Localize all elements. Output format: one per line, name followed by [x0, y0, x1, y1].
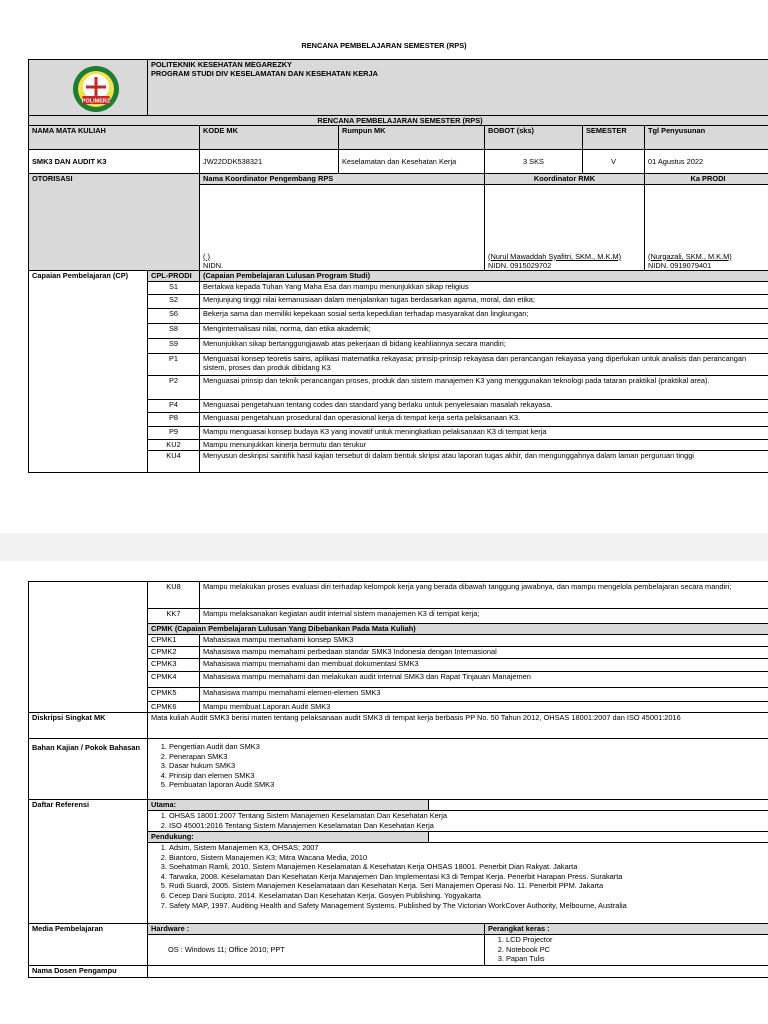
cpmk-code: CPMK4 — [148, 672, 200, 688]
cpmk-code: CPMK6 — [148, 702, 200, 713]
list-item: 6. Cecep Dani Sucipto. 2014. Keselamatan Dan Kesehatan Kerja. Gosyen Publishing. Yogyakarta — [169, 891, 768, 901]
program-name: PROGRAM STUDI DIV KESELAMATAN DAN KESEHATAN KERJA — [151, 69, 378, 79]
list-item: 3. Soehatman Ramli, 2010. Sistem Manajemen Keselamatan & Kesehatan Kerja OHSAS 18001. Penerbit Dian Rakyat. Jakarta — [169, 862, 768, 872]
signature-rmk — [485, 185, 645, 271]
deskripsi-text: Mata kuliah Audit SMK3 berisi materi tentang pelaksanaan audit SMK3 di tempat kerja berbasis PP No. 50 Tahun 2012, OHSAS 18001:2007 dan ISO 45001:2016 — [148, 713, 768, 739]
ref-pendukung-list — [151, 843, 768, 910]
label-semester: SEMESTER — [583, 126, 645, 150]
value-bobot: 3 SKS — [485, 150, 583, 174]
list-item: 2. Notebook PC — [506, 945, 768, 955]
ref-utama-cell — [148, 811, 768, 832]
cpl-code: S1 — [148, 281, 200, 294]
label-koordinator-pengembang: Nama Koordinator Pengembang RPS — [200, 174, 485, 185]
dosen-value — [148, 966, 768, 978]
rps-detail-table — [28, 581, 768, 978]
cpl-code: KU2 — [148, 439, 200, 450]
cpmk-text: Mahasiswa mampu memahami elemen-elemen SMK3 — [200, 688, 768, 702]
label-rumpun-mk: Rumpun MK — [339, 126, 485, 150]
cpl-text: Bekerja sama dan memiliki kepekaan sosial serta kepedulian terhadap masyarakat dan lingkungan; — [200, 308, 768, 323]
label-tgl: Tgl Penyusunan — [645, 126, 768, 150]
list-item: 3. Papan Tulis — [506, 954, 768, 964]
list-item: 4. Tarwaka, 2008. Keselamatan Dan Kesehatan Kerja Manajemen Dan Implementasi K3 di Tempat Kerja. Penerbit Harapan Press. Surakarta — [169, 872, 768, 882]
label-nama-mk: NAMA MATA KULIAH — [29, 126, 200, 150]
cpmk-code: CPMK2 — [148, 647, 200, 659]
cpl-text: Menguasai pengetahuan tentang codes dan standard yang berlaku untuk penyelesaian masalah rekayasa. — [200, 399, 768, 412]
pengembang-name: ( ) — [203, 251, 210, 261]
signature-pengembang — [200, 185, 485, 271]
cpl-code: KU4 — [148, 450, 200, 472]
signature-kaprodi — [645, 185, 768, 271]
label-otorisasi: OTORISASI — [29, 174, 200, 271]
list-item: 1. OHSAS 18001:2007 Tentang Sistem Manajemen Keselamatan Dan Kesehatan Kerja — [169, 811, 768, 821]
cpmk-text: Mahasiswa mampu memahami dan membuat dokumentasi SMK3 — [200, 659, 768, 672]
ref-utama-list — [151, 811, 768, 830]
cpl-code: S6 — [148, 308, 200, 323]
bahan-kajian-list — [151, 742, 768, 790]
rps-header-table — [28, 59, 768, 473]
cpmk-text: Mahasiswa mampu memahami perbedaan standar SMK3 Indonesia dengan Internasional — [200, 647, 768, 659]
kaprodi-name: (Nurgazali, SKM., M.K.M) — [648, 251, 732, 261]
institution-logo-icon — [72, 65, 120, 113]
label-capaian-pembelajaran: Capaian Pembelajaran (CP) — [29, 271, 148, 472]
document-title: RENCANA PEMBELAJARAN SEMESTER (RPS) — [301, 41, 467, 50]
list-item: 3. Dasar hukum SMK3 — [169, 761, 768, 771]
cpmk-code: CPMK5 — [148, 688, 200, 702]
list-item: 5. Rudi Suardi, 2005. Sistem Manajemen Keselamataan dan Kesehatan Kerja. Seri Manajemen Operasi No. 11. Penerbit PPM. Jakarta — [169, 881, 768, 891]
cp-continuation-cell — [29, 582, 148, 713]
value-nama-mk: SMK3 DAN AUDIT K3 — [29, 150, 200, 174]
cpmk-header: CPMK (Capaian Pembelajaran Lulusan Yang Dibebankan Pada Mata Kuliah) — [148, 624, 768, 635]
cpmk-text: Mahasiswa mampu memahami konsep SMK3 — [200, 635, 768, 647]
value-kode-mk: JW22DDK538321 — [200, 150, 339, 174]
hardware-text: OS : Windows 11; Office 2010; PPT — [148, 935, 485, 966]
label-utama: Utama: — [148, 800, 429, 811]
label-koordinator-rmk: Koordinator RMK — [485, 174, 645, 185]
cpl-text: Menyusun deskripsi saintifik hasil kajian tersebut di dalam bentuk skripsi atau laporan tugas akhir, dan mengunggahnya dalam laman perguruan tinggi — [200, 450, 768, 472]
label-cpl-desc: (Capaian Pembelajaran Lulusan Program Studi) — [200, 271, 768, 281]
cpl-text: Mampu menunjukkan kinerja bermutu dan terukur — [200, 439, 768, 450]
logo-cell — [29, 60, 148, 116]
label-perangkat-keras: Perangkat keras : — [485, 924, 768, 935]
value-semester: V — [583, 150, 645, 174]
list-item: 7. Safety MAP, 1997. Auditing Health and Safety Management Systems. Published by The Victorian WorkCover Authority, Melbourne, Australia — [169, 901, 768, 911]
cpl-code: S8 — [148, 323, 200, 338]
cpl-code: KK7 — [148, 609, 200, 624]
label-daftar-referensi: Daftar Referensi — [29, 800, 148, 924]
pengembang-nidn: NIDN. — [203, 261, 224, 270]
label-bahan-kajian: Bahan Kajian / Pokok Bahasan — [29, 739, 148, 800]
label-cpl-prodi: CPL-PRODI — [148, 271, 200, 281]
label-media: Media Pembelajaran — [29, 924, 148, 966]
cpl-text: Mampu melakukan proses evaluasi diri terhadap kelompok kerja yang berada dibawah tanggung jawabnya, dan mampu mengelola pembelajaran secara mandiri; — [200, 582, 768, 609]
cpl-code: P2 — [148, 375, 200, 399]
cpl-text: Menjunjung tinggi nilai kemanusiaan dalam menjalankan tugas berdasarkan agama, moral, dan etika; — [200, 294, 768, 308]
cpmk-text: Mampu membuat Laporan Audit SMK3 — [200, 702, 768, 713]
header-title: RENCANA PEMBELAJARAN SEMESTER (RPS) — [29, 116, 768, 126]
page-2 — [0, 561, 768, 1024]
value-tgl: 01 Agustus 2022 — [645, 150, 768, 174]
cpl-code: S2 — [148, 294, 200, 308]
label-hardware: Hardware : — [148, 924, 485, 935]
label-kode-mk: KODE MK — [200, 126, 339, 150]
institution-name: POLITEKNIK KESEHATAN MEGAREZKY — [151, 60, 292, 69]
cpl-text: Menguasai prinsip dan teknik perancangan proses, produk dan sistem manajemen K3 yang menggunakan teknologi pada tataran praktikal (praktikal area). — [200, 375, 768, 399]
label-bobot: BOBOT (sks) — [485, 126, 583, 150]
perangkat-keras-cell — [485, 935, 768, 966]
cpl-text: Menguasai pengetahuan prosedural dan operasional kerja di tempat kerja serta pelaksanaan K3. — [200, 412, 768, 426]
rmk-nidn: NIDN. 0915029702 — [488, 261, 552, 270]
list-item: 1. Pengertian Audit dan SMK3 — [169, 742, 768, 752]
kaprodi-nidn: NIDN. 0919079401 — [648, 261, 712, 270]
value-rumpun-mk: Keselamatan dan Kesehatan Kerja — [339, 150, 485, 174]
institution-header — [148, 60, 768, 116]
list-item: 2. ISO 45001:2016 Tentang Sistem Manajemen Keselamatan Dan Kesehatan Kerja — [169, 821, 768, 831]
ref-pendukung-cell — [148, 843, 768, 924]
cpmk-text: Mahasiswa mampu memahami dan melakukan audit internal SMK3 dan Rapat Tinjauan Manajemen — [200, 672, 768, 688]
list-item: 1. LCD Projector — [506, 935, 768, 945]
blank-cell — [429, 800, 768, 811]
list-item: 1. Adsim, Sistem Manajemen K3, OHSAS; 2007 — [169, 843, 768, 853]
cpl-code: P4 — [148, 399, 200, 412]
cpl-code: P9 — [148, 426, 200, 439]
cpl-code: P8 — [148, 412, 200, 426]
rmk-name: (Nurul Mawaddah Syafitri, SKM., M.K.M) — [488, 251, 622, 261]
cpl-text: Mampu melaksanakan kegiatan audit internal sistem manajemen K3 di tempat kerja; — [200, 609, 768, 624]
cpl-code: S9 — [148, 338, 200, 353]
list-item: 2. Biantoro, Sistem Manajemen K3; Mitra Wacana Media, 2010 — [169, 853, 768, 863]
cpl-text: Menguasai konsep teoretis sains, aplikasi matematika rekayasa; prinsip-prinsip rekayasa dan perancangan rekayasa yang diperlukan untuk analisis dan perancangan sistem, proses dan produk dibidang K3 — [200, 353, 768, 375]
cpl-text: Bertakwa kepada Tuhan Yang Maha Esa dan mampu menunjukkan sikap religius — [200, 281, 768, 294]
list-item: 4. Prinsip dan elemen SMK3 — [169, 771, 768, 781]
bahan-kajian-cell — [148, 739, 768, 800]
cpmk-code: CPMK1 — [148, 635, 200, 647]
cpl-text: Menginternalisasi nilai, norma, dan etika akademik; — [200, 323, 768, 338]
cpl-text: Menunjukkan sikap bertanggungjawab atas pekerjaan di bidang keahliannya secara mandiri; — [200, 338, 768, 353]
label-pendukung: Pendukung: — [148, 832, 429, 843]
cpl-code: P1 — [148, 353, 200, 375]
svg-text:POLIMERZ: POLIMERZ — [81, 98, 111, 105]
label-deskripsi: Diskripsi Singkat MK — [29, 713, 148, 739]
label-ka-prodi: Ka PRODI — [645, 174, 768, 185]
blank-cell — [429, 832, 768, 843]
cpl-text: Mampu menguasai konsep budaya K3 yang inovatif untuk meningkatkan pelaksanaan K3 di tempat kerja — [200, 426, 768, 439]
list-item: 5. Pembuatan laporan Audit SMK3 — [169, 780, 768, 790]
perangkat-keras-list — [488, 935, 768, 964]
label-dosen: Nama Dosen Pengampu — [29, 966, 148, 978]
list-item: 2. Penerapan SMK3 — [169, 752, 768, 762]
cpl-code: KU8 — [148, 582, 200, 609]
cpmk-code: CPMK3 — [148, 659, 200, 672]
